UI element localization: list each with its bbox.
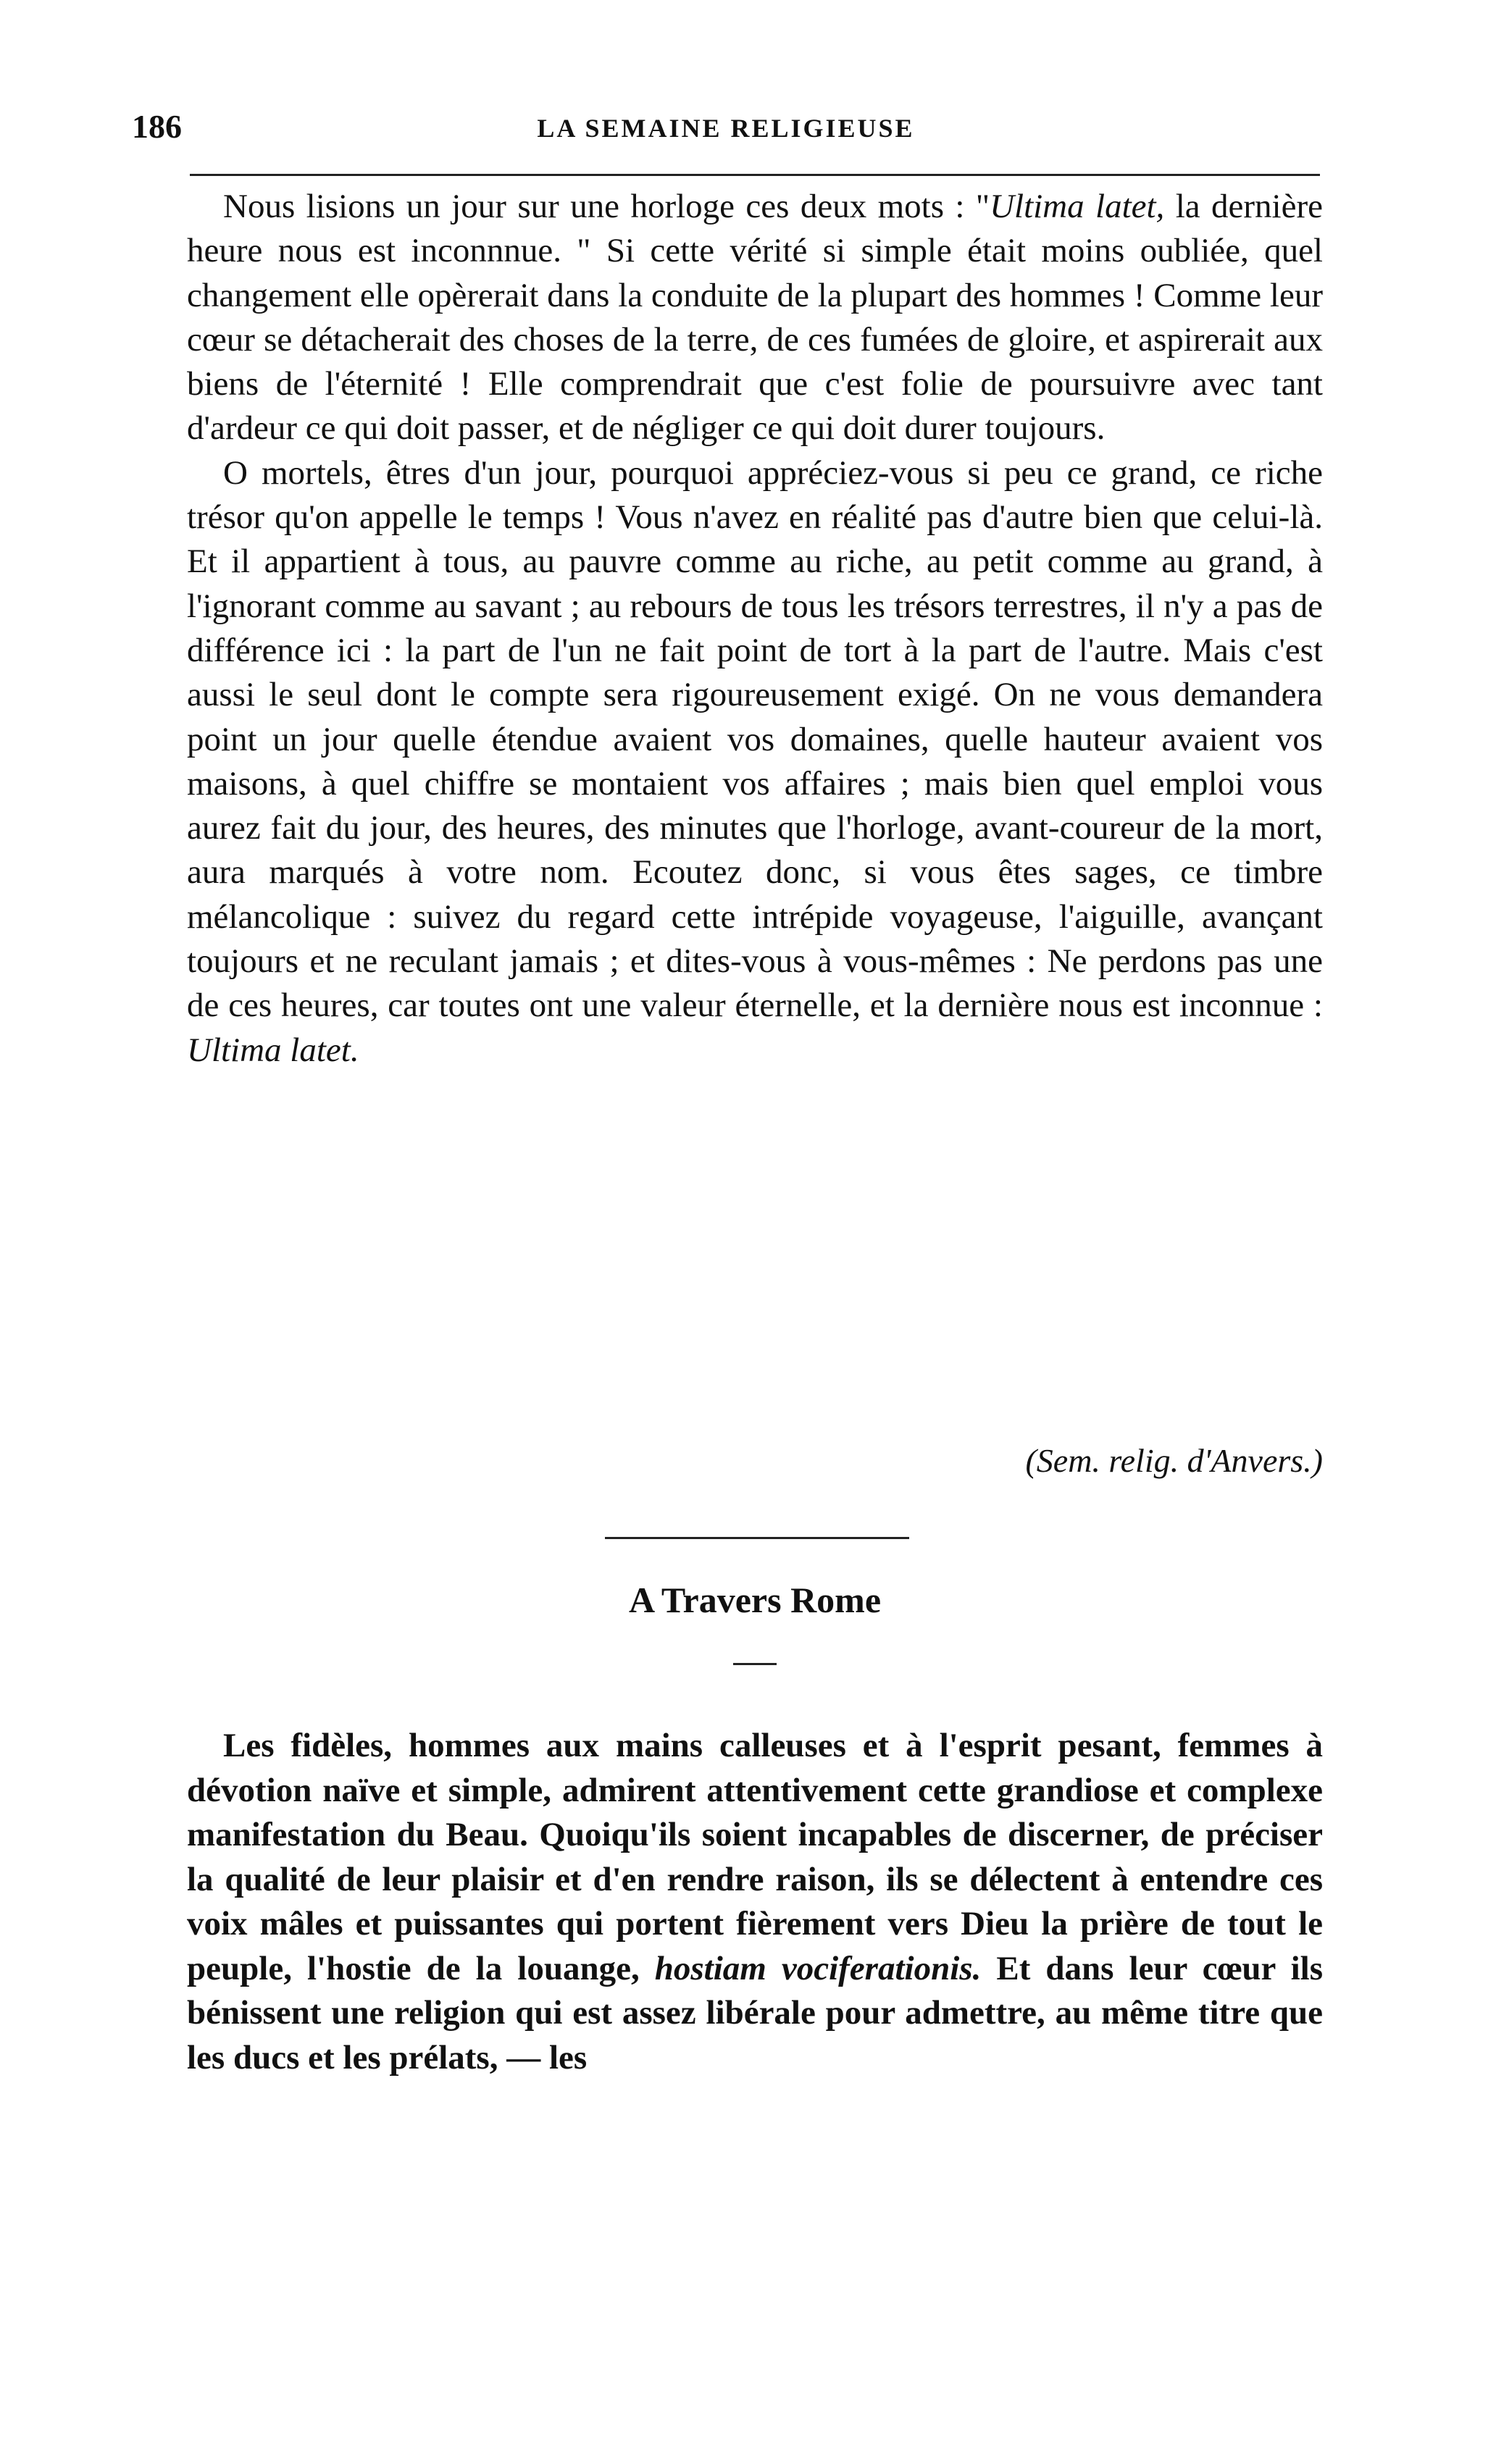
page-number: 186	[132, 108, 182, 145]
title-dash	[733, 1663, 777, 1665]
paragraph-1-part-2: Ultima latet,	[990, 188, 1165, 225]
paragraph-1	[187, 185, 1323, 451]
section-divider	[605, 1537, 909, 1539]
article-body-a-travers-rome	[187, 1724, 1323, 2080]
paragraph-3-part-2: hostiam vociferationis.	[654, 1949, 982, 1987]
running-head: LA SEMAINE RELIGIEUSE	[537, 114, 915, 143]
article-source: (Sem. relig. d'Anvers.)	[1025, 1442, 1323, 1479]
article-body-ultima-latet	[187, 185, 1323, 1073]
paragraph-1-part-3: la dernière heure nous est inconnnue. " Si cette vérité si simple était moins oubliée, quel changement elle opèrerait dans la conduite de la plupart des hommes ! Comme leur cœur se détacherait des choses de la terre, de ces fumées de gloire, et aspirerait aux biens de l'éternité ! Elle comprendrait que c'est folie de poursuivre avec tant d'ardeur ce qui doit passer, et de négliger ce qui doit durer toujours.	[187, 188, 1323, 448]
section-title: A Travers Rome	[628, 1580, 882, 1620]
paragraph-2	[187, 451, 1323, 1073]
paragraph-2-part-2: Ultima latet.	[187, 1031, 359, 1069]
header-rule	[190, 174, 1320, 176]
paragraph-1-part-1: Nous lisions un jour sur une horloge ces deux mots : "	[223, 188, 990, 225]
page-header	[132, 107, 1320, 158]
paragraph-3-part-1: Les fidèles, hommes aux mains calleuses et à l'esprit pesant, femmes à dévotion naïve et simple, admirent attentivement cette grandiose et complexe manifestation du Beau. Quoiqu'ils soient incapables de discerner, de préciser la qualité de leur plaisir et d'en rendre raison, ils se délectent à entendre ces voix mâles et puissantes qui portent fièrement vers Dieu la prière de tout le peuple, l'hostie de la louange,	[187, 1727, 1323, 1987]
paragraph-2-part-1: O mortels, êtres d'un jour, pourquoi appréciez-vous si peu ce grand, ce riche trésor qu'on appelle le temps ! Vous n'avez en réalité pas d'autre bien que celui-là. Et il appartient à tous, au pauvre comme au riche, au petit comme au grand, à l'ignorant comme au savant ; au rebours de tous les trésors terrestres, il n'y a pas de différence ici : la part de l'un ne fait point de tort à la part de l'autre. Mais c'est aussi le seul dont le compte sera rigoureusement exigé. On ne vous demandera point un jour quelle étendue avaient vos domaines, quelle hauteur avaient vos maisons, à quel chiffre se montaient vos affaires ; mais bien quel emploi vous aurez fait du jour, des heures, des minutes que l'horloge, avant-coureur de la mort, aura marqués à votre nom. Ecoutez donc, si vous êtes sages, ce timbre mélancolique : suivez du regard cette intrépide voyageuse, l'aiguille, avançant toujours et ne reculant jamais ; et dites-vous à vous-mêmes : Ne perdons pas une de ces heures, car toutes ont une valeur éternelle, et la dernière nous est inconnue :	[187, 453, 1323, 1025]
paragraph-3-part-3: Et dans leur cœur ils bénissent une religion qui est assez libérale pour admettre, au même titre que les ducs et les prélats, — les	[187, 1949, 1323, 2077]
paragraph-3	[187, 1724, 1323, 2080]
